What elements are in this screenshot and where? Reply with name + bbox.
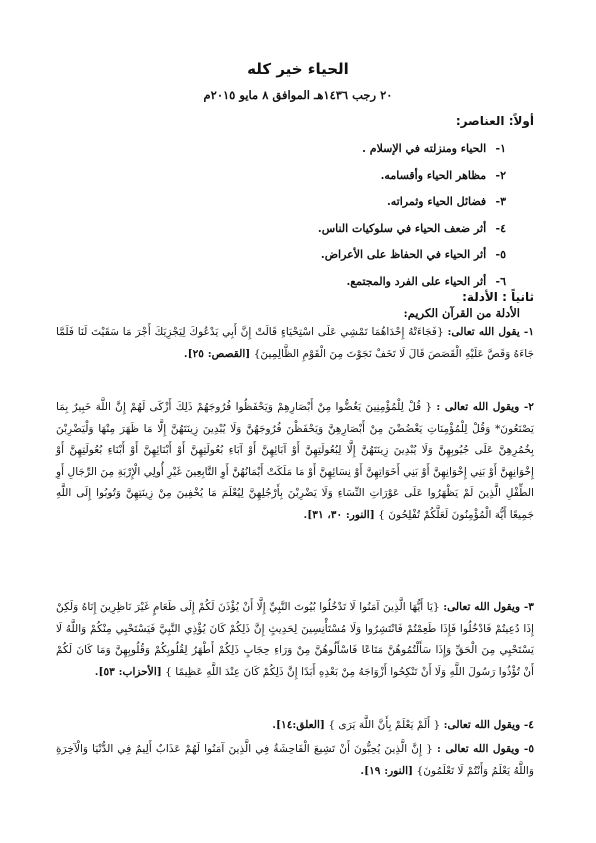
page-title: الحياء خير كله <box>247 60 349 78</box>
list-item <box>318 222 506 249</box>
verse-reference: [النور: ٣٠، ٣١]. <box>303 508 375 521</box>
evidence-lead: ٢- ويقول الله تعالى : <box>436 401 534 413</box>
elements-heading: أولاً: العناصر: <box>455 114 534 128</box>
verse-text: {فَجَاءَتْهُ إِحْدَاهُمَا تَمْشِي عَلَى اسْتِحْيَاءٍ قَالَتْ إِنَّ أَبِي يَدْعُوكَ لِيَجْزِيَكَ أَجْرَ مَا سَقَيْتَ لَنَا فَلَمَّا جَاءَهُ وَقَصَّ عَلَيْهِ الْقَصَصَ قَالَ لَا تَخَفْ نَجَوْتَ مِنَ الْقَوْمِ الظَّالِمِينَ} <box>56 326 534 360</box>
quran-heading: الأدلة من القرآن الكريم: <box>403 306 520 320</box>
list-item <box>318 142 506 169</box>
evidence-paragraph <box>56 397 534 527</box>
verse-reference: [العلق:١٤]. <box>272 719 325 731</box>
list-item-number: ٢- <box>495 168 506 182</box>
evidence-lead: ٥- ويقول الله تعالى : <box>436 743 535 755</box>
verse-text: { إِنَّ الَّذِينَ يُحِبُّونَ أَنْ تَشِيعَ الْفَاحِشَةُ فِي الَّذِينَ آمَنُوا لَهُمْ عَذَابٌ أَلِيمٌ فِي الدُّنْيَا وَالْآخِرَةِ وَاللَّهُ يَعْلَمُ وَأَنْتُمْ لَا تَعْلَمُونَ} <box>56 743 534 777</box>
evidence-lead: ٤- ويقول الله تعالى: <box>443 719 534 731</box>
evidence-lead: ١- يقول الله تعالى: <box>447 326 535 338</box>
verse-reference: [النور: ١٩]. <box>360 764 414 777</box>
verse-text: { قُلْ لِلْمُؤْمِنِينَ يَغُضُّوا مِنْ أَبْصَارِهِمْ وَيَحْفَظُوا فُرُوجَهُمْ ذَلِكَ أَزْكَى لَهُمْ إِنَّ اللَّهَ خَبِيرٌ بِمَا يَصْنَعُونَ* وَقُلْ لِلْمُؤْمِنَاتِ يَغْضُضْنَ مِنْ أَبْصَارِهِنَّ وَيَحْفَظْنَ فُرُوجَهُنَّ وَلَا يُبْدِينَ زِينَتَهُنَّ إِلَّا مَا ظَهَرَ مِنْهَا وَلْيَضْرِبْنَ بِخُمُرِهِنَّ عَلَى جُيُوبِهِنَّ وَلَا يُبْدِينَ زِينَتَهُنَّ إِلَّا لِبُعُولَتِهِنَّ أَوْ آبَائِهِنَّ أَوْ آبَاءِ بُعُولَتِهِنَّ أَوْ أَبْنَائِهِنَّ أَوْ أَبْنَاءِ بُعُولَتِهِنَّ أَوْ إِخْوَانِهِنَّ أَوْ بَنِي إِخْوَانِهِنَّ أَوْ بَنِي أَخَوَاتِهِنَّ أَوْ نِسَائِهِنَّ أَوْ مَا مَلَكَتْ أَيْمَانُهُنَّ أَوِ التَّابِعِينَ غَيْرِ أُولِي الْإِرْبَةِ مِنَ الرِّجَالِ أَوِ الطِّفْلِ الَّذِينَ لَمْ يَظْهَرُوا عَلَى عَوْرَاتِ النِّسَاءِ وَلَا يَضْرِبْنَ بِأَرْجُلِهِنَّ لِيُعْلَمَ مَا يُخْفِينَ مِنْ زِينَتِهِنَّ وَتُوبُوا إِلَى اللَّهِ جَمِيعًا أَيُّهَ الْمُؤْمِنُونَ لَعَلَّكُمْ تُفْلِحُونَ } <box>56 401 534 521</box>
evidence-paragraph <box>56 739 534 782</box>
evidence-paragraph <box>56 597 534 683</box>
evidence-lead: ٣- ويقول الله تعالى: <box>443 601 534 613</box>
list-item-text: مظاهر الحياء وأقسامه. <box>380 168 487 182</box>
verse-reference: [الأحزاب: ٥٣]. <box>94 665 162 678</box>
verse-reference: [القصص: ٢٥]. <box>183 347 251 360</box>
verse-text: {يَا أَيُّهَا الَّذِينَ آمَنُوا لَا تَدْخُلُوا بُيُوتَ النَّبِيِّ إِلَّا أَنْ يُؤْذَنَ لَكُمْ إِلَى طَعَامٍ غَيْرَ نَاظِرِينَ إِنَاهُ وَلَكِنْ إِذَا دُعِيتُمْ فَادْخُلُوا فَإِذَا طَعِمْتُمْ فَانْتَشِرُوا وَلَا مُسْتَأْنِسِينَ لِحَدِيثٍ إِنَّ ذَلِكُمْ كَانَ يُؤْذِي النَّبِيَّ فَيَسْتَحْيِي مِنْكُمْ وَاللَّهُ لَا يَسْتَحْيِي مِنَ الْحَقِّ وَإِذَا سَأَلْتُمُوهُنَّ مَتَاعًا فَاسْأَلُوهُنَّ مِنْ وَرَاءِ حِجَابٍ ذَلِكُمْ أَطْهَرُ لِقُلُوبِكُمْ وَقُلُوبِهِنَّ وَمَا كَانَ لَكُمْ أَنْ تُؤْذُوا رَسُولَ اللَّهِ وَلَا أَنْ تَنْكِحُوا أَزْوَاجَهُ مِنْ بَعْدِهِ أَبَدًا إِنَّ ذَلِكُمْ كَانَ عِنْدَ اللَّهِ عَظِيمًا } <box>56 601 534 678</box>
verse-text: { أَلَمْ يَعْلَمْ بِأَنَّ اللَّهَ يَرَى } <box>328 719 441 731</box>
evidence-heading: ثانياً : الأدلة: <box>462 290 534 304</box>
list-item-text: أثر الحياء في الحفاظ على الأعراض. <box>320 248 487 261</box>
list-item-number: ٤- <box>495 221 506 235</box>
list-item-text: الحياء ومنزلته في الإسلام . <box>362 142 487 155</box>
date-line: ٢٠ رجب ١٤٣٦هـ الموافق ٨ مايو ٢٠١٥م <box>203 88 393 102</box>
list-item <box>318 195 506 222</box>
list-item-number: ٥- <box>495 248 506 261</box>
list-item-number: ١- <box>495 142 506 155</box>
elements-list <box>318 142 506 301</box>
list-item <box>318 169 506 196</box>
list-item-text: أثر الحياء على الفرد والمجتمع. <box>346 274 487 288</box>
list-item-number: ٦- <box>495 274 506 288</box>
evidence-paragraph <box>56 715 534 737</box>
list-item-number: ٣- <box>495 195 506 208</box>
evidence-paragraph <box>56 322 534 365</box>
list-item-text: فضائل الحياء وثمراته. <box>386 195 487 208</box>
list-item <box>318 248 506 275</box>
list-item-text: أثر ضعف الحياء في سلوكيات الناس. <box>317 221 487 235</box>
